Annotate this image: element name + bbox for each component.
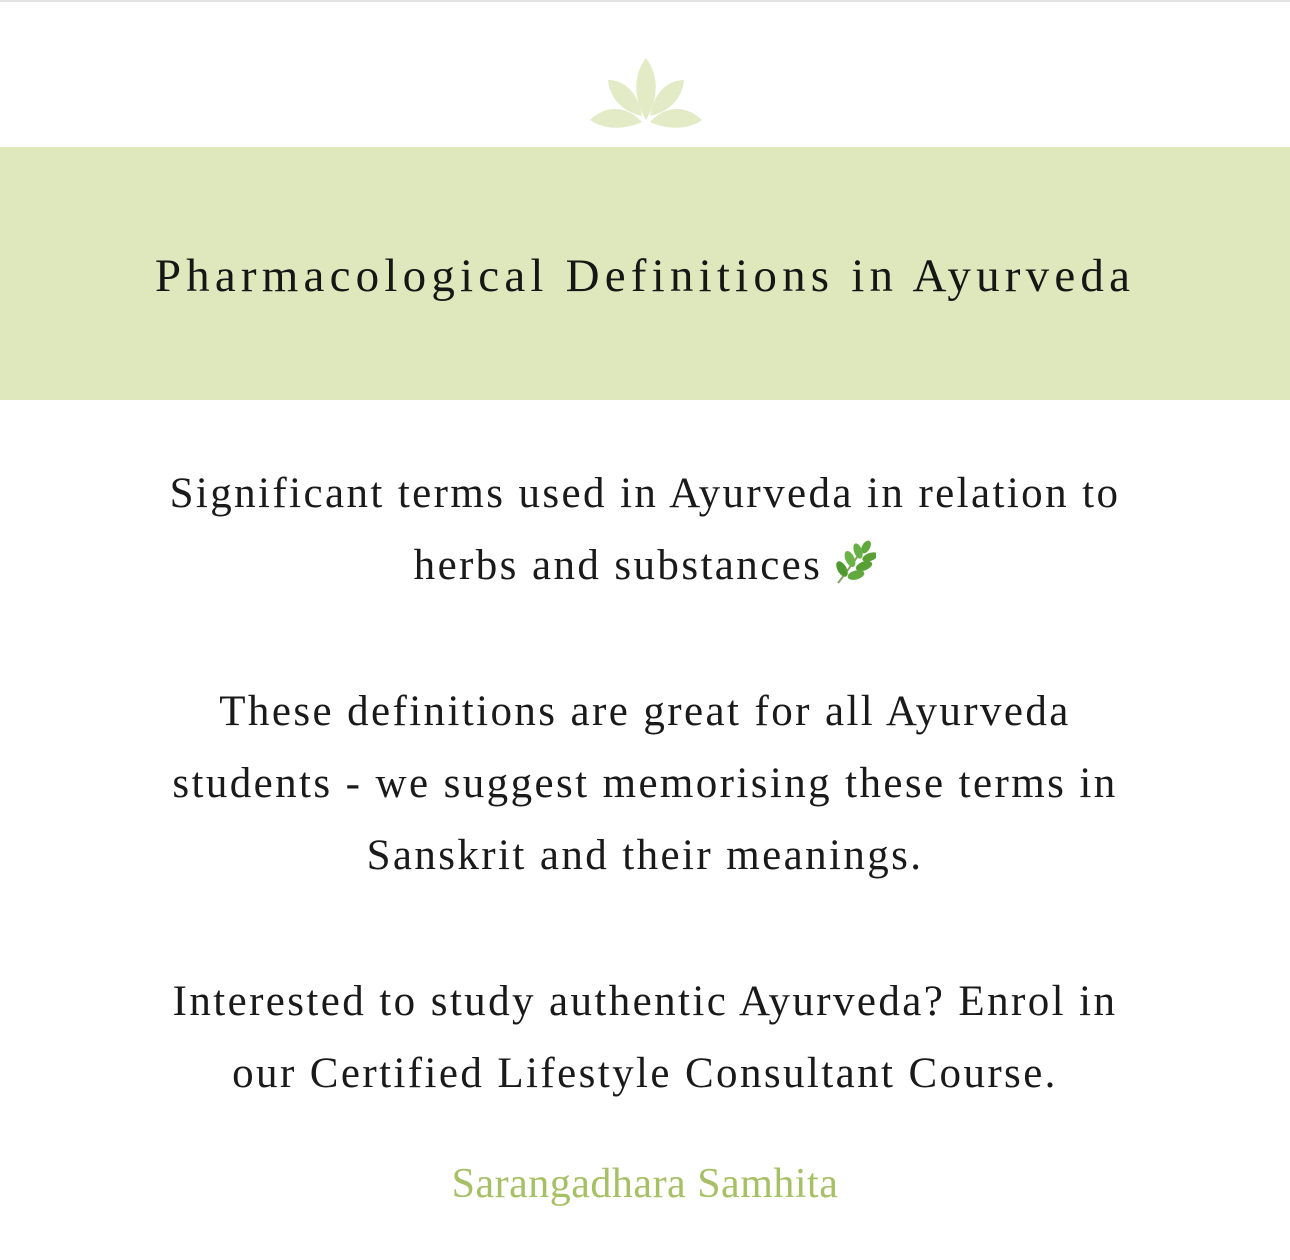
- top-divider: [0, 0, 1290, 2]
- definitions-line-2: students - we suggest memorising these terms in: [172, 760, 1118, 807]
- page-title: Pharmacological Definitions in Ayurveda: [154, 249, 1136, 302]
- intro-line-2: herbs and substances: [80, 530, 1210, 602]
- definitions-line-1: These definitions are great for all Ayurveda: [219, 688, 1071, 735]
- content-section: [0, 458, 1290, 1214]
- definitions-line-3: Sanskrit and their meanings.: [366, 832, 924, 879]
- intro-line-1: Significant terms used in Ayurveda in relation to: [169, 470, 1121, 517]
- intro-paragraph: [80, 458, 1210, 602]
- lotus-icon: [588, 54, 704, 130]
- course-line-1: Interested to study authentic Ayurveda? Enrol in: [172, 978, 1118, 1025]
- source-citation: Sarangadhara Samhita: [451, 1161, 839, 1207]
- course-line-2: our Certified Lifestyle Consultant Course.: [232, 1050, 1058, 1097]
- course-paragraph: [80, 966, 1210, 1110]
- title-banner: [0, 147, 1290, 400]
- definitions-paragraph: [80, 676, 1210, 892]
- herb-leaf-icon: [828, 539, 876, 587]
